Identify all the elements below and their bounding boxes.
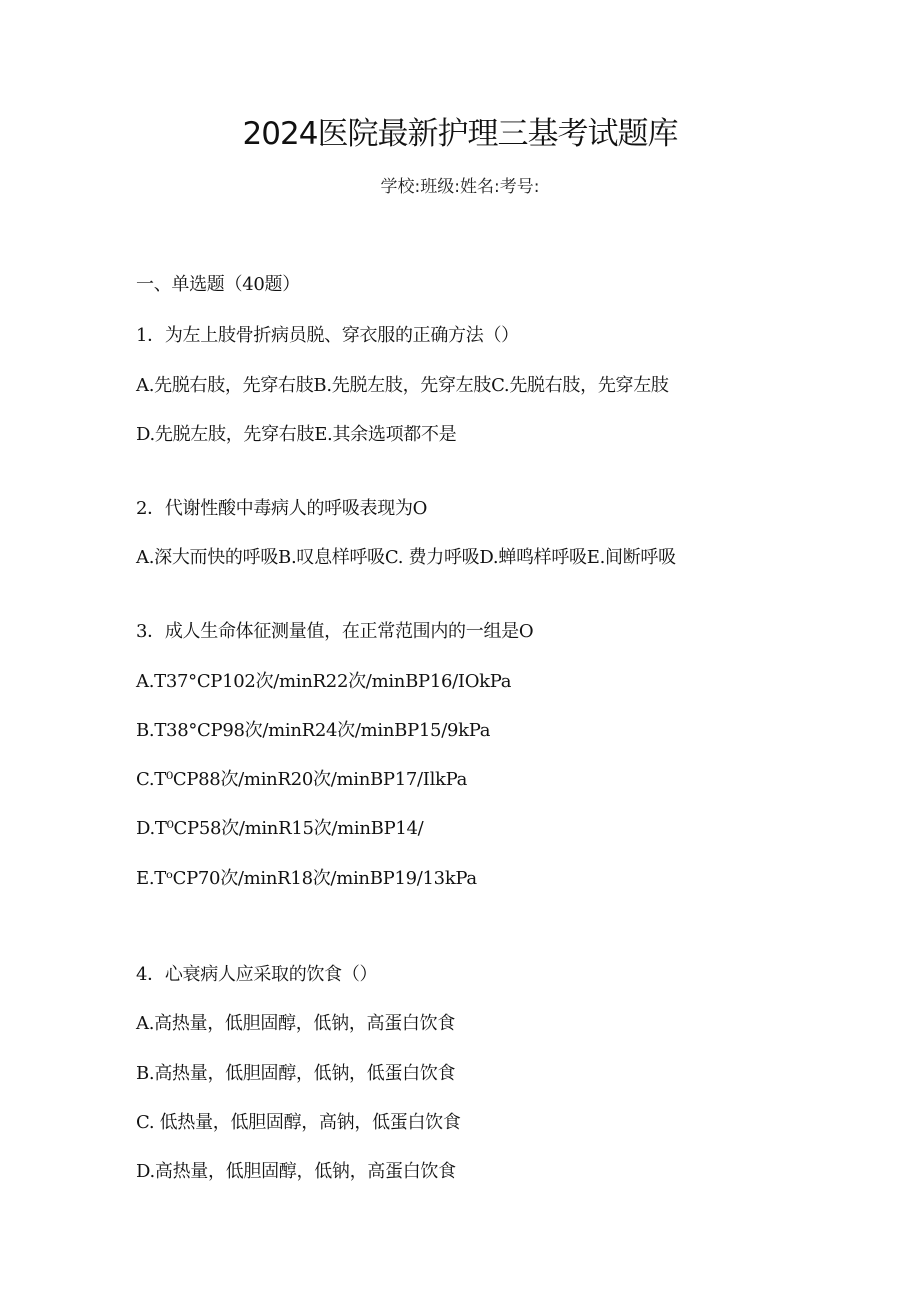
page-title: 2024医院最新护理三基考试题库 xyxy=(242,116,678,152)
question-2-option-line-1: A.深大而快的呼吸B.叹息样呼吸C. 费力呼吸D.蝉鸣样呼吸E.间断呼吸 xyxy=(136,547,676,568)
question-3-option-b: B.T38°CP98次/minR24次/minBP15/9kPa xyxy=(136,720,491,741)
question-3-option-a: A.T37°CP102次/minR22次/minBP16/IOkPa xyxy=(136,671,512,692)
section-heading: 一、单选题（40题） xyxy=(136,274,300,295)
student-info-line: 学校:班级:姓名:考号: xyxy=(380,177,540,197)
question-1-option-line-2: D.先脱左肢，先穿右肢E.其余选项都不是 xyxy=(136,424,457,445)
question-4-option-c: C. 低热量，低胆固醇，高钠，低蛋白饮食 xyxy=(136,1112,461,1133)
question-2-stem: 2．代谢性酸中毒病人的呼吸表现为O xyxy=(136,498,428,519)
question-3-option-e: E.TᵒCP70次/minR18次/minBP19/13kPa xyxy=(136,868,477,889)
question-1-stem: 1．为左上肢骨折病员脱、穿衣服的正确方法（） xyxy=(136,325,519,346)
question-3-option-c: C.T⁰CP88次/minR20次/minBP17/IlkPa xyxy=(136,769,468,790)
question-4-option-a: A.高热量，低胆固醇，低钠，高蛋白饮食 xyxy=(136,1013,456,1034)
question-3-option-d: D.T⁰CP58次/minR15次/minBP14/ xyxy=(136,818,424,839)
question-4-option-b: B.高热量，低胆固醇，低钠，低蛋白饮食 xyxy=(136,1063,456,1084)
question-3-stem: 3．成人生命体征测量值，在正常范围内的一组是O xyxy=(136,621,534,642)
question-4-option-d: D.高热量，低胆固醇，低钠，高蛋白饮食 xyxy=(136,1161,456,1182)
question-4-stem: 4．心衰病人应采取的饮食（） xyxy=(136,964,378,985)
question-1-option-line-1: A.先脱右肢，先穿右肢B.先脱左肢，先穿左肢C.先脱右肢，先穿左肢 xyxy=(136,375,669,396)
